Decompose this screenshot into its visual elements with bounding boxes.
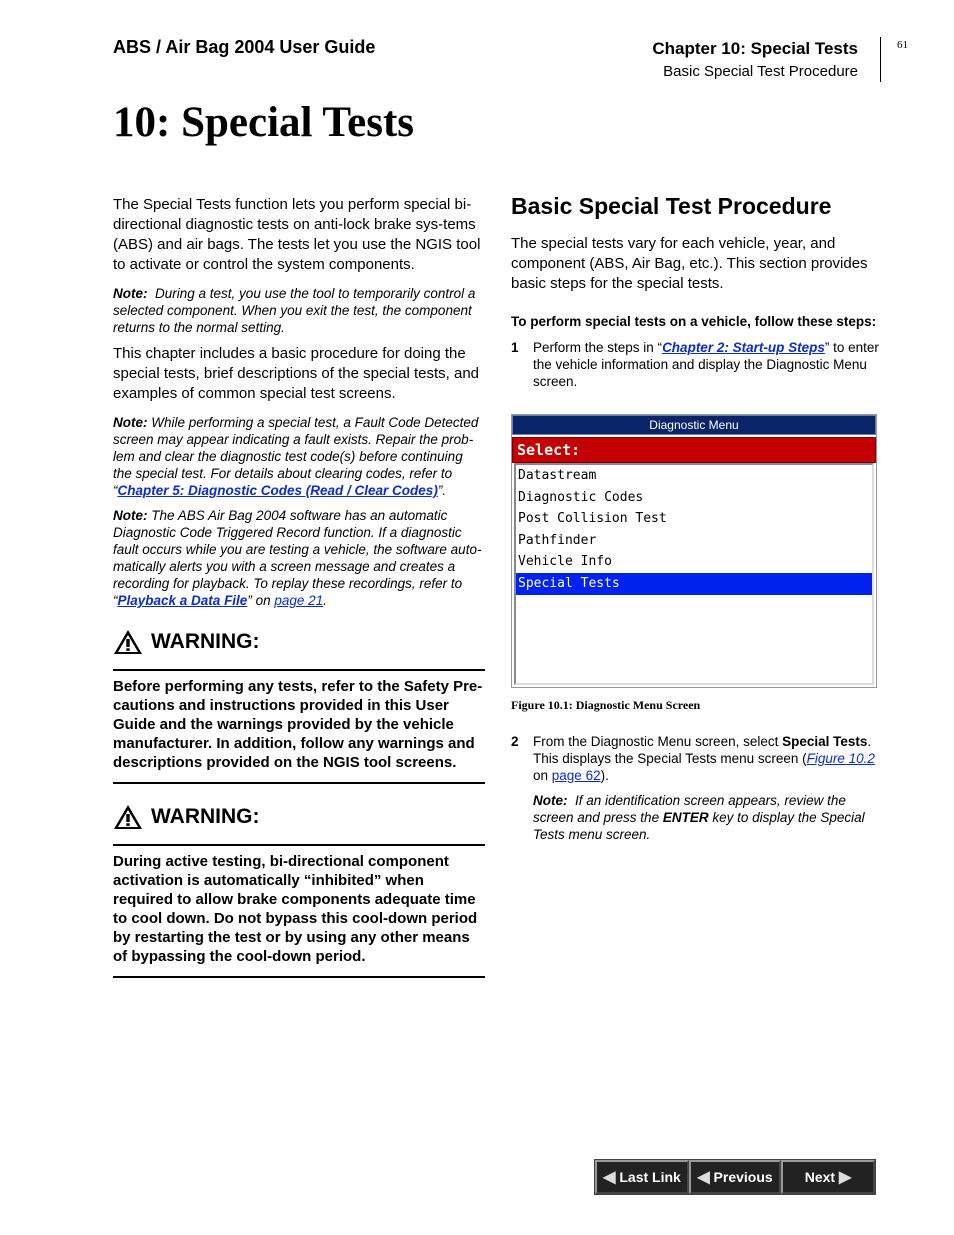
- warning-heading-1: [113, 629, 485, 655]
- note-text: While performing a special test, a Fault Code Detected screen may appear indicating a fault exists. Repair the prob-lem and clear the diagnostic test code(s) before continuing the special test. For details about clearing codes, refer to “: [113, 415, 479, 498]
- warning-text-2: During active testing, bi-directional component activation is automatically “inhibited” when required to allow brake components adequate time to cool down. Do not bypass this cool-down period by restarting the test or by using any other means of bypassing the cool-down period.: [113, 853, 478, 965]
- screen-title-bar: Diagnostic Menu: [512, 415, 876, 435]
- note-label: Note:: [113, 415, 148, 430]
- right-column: [511, 193, 881, 851]
- link-chapter-2[interactable]: Chapter 2: Start-up Steps: [662, 340, 825, 355]
- intro-paragraph: The Special Tests function lets you perform special bi-directional diagnostic tests on anti-lock brake sys-tems (ABS) and air bags. The tests let you use the NGIS tool to activate or control the system components.: [113, 196, 481, 273]
- link-chapter-5[interactable]: Chapter 5: Diagnostic Codes (Read / Clear Codes): [117, 483, 438, 498]
- note-fault-code: Note: While performing a special test, a Fault Code Detected screen may appear indicating a fault exists. Repair the prob-lem and clear the diagnostic test code(s) before continuing the special test. For details about clearing codes, refer to “Chapter 5: Diagnostic Codes (Read / Clear Codes)”.: [113, 415, 479, 498]
- step-number: 2: [511, 734, 519, 749]
- screen-select-bar: Select:: [512, 437, 876, 463]
- left-column: [113, 195, 485, 978]
- link-page-21[interactable]: page 21: [274, 593, 324, 608]
- running-header: [652, 39, 858, 80]
- note-text: Note: If an identification screen appears, review the screen and press the ENTER key to display the Special Tests menu screen.: [533, 793, 865, 842]
- chapter-title: Chapter 10: Special Tests: [652, 39, 858, 58]
- header-divider: [880, 37, 881, 82]
- divider: [113, 976, 485, 978]
- warning-label: WARNING:: [151, 630, 260, 653]
- step-1: [511, 339, 881, 390]
- link-playback-data-file[interactable]: Playback a Data File: [117, 593, 248, 608]
- section-heading: Basic Special Test Procedure: [511, 193, 832, 219]
- step-2-note: [511, 792, 881, 843]
- menu-item-post-collision-test: Post Collision Test: [518, 511, 667, 527]
- page-title: 10: Special Tests: [113, 99, 415, 146]
- note-auto-record: Note: The ABS Air Bag 2004 software has an automatic Diagnostic Code Triggered Record function. If a diagnostic fault occurs while you are testing a vehicle, the software auto-matically alerts you with a screen message and creates a recording for playback. To replay these recordings, refer to “Playback a Data File” on page 21.: [113, 508, 482, 608]
- note-label: Note:: [113, 286, 148, 301]
- warning-icon: [113, 804, 143, 830]
- warning-heading-2: [113, 804, 485, 830]
- step-text: From the Diagnostic Menu screen, select Special Tests. This displays the Special Tests menu screen (Figure 10.2 on page 62).: [533, 734, 875, 783]
- book-title: ABS / Air Bag 2004 User Guide: [113, 37, 376, 57]
- procedure-intro: The special tests vary for each vehicle, year, and component (ABS, Air Bag, etc.). This section provides basic steps for the special tests.: [511, 235, 868, 292]
- back-arrow-icon: ◀: [603, 1169, 616, 1186]
- warning-icon: [113, 629, 143, 655]
- note-label: Note:: [113, 508, 148, 523]
- note-label: Note:: [533, 793, 568, 808]
- section-title: Basic Special Test Procedure: [663, 63, 858, 80]
- link-figure-10-2[interactable]: Figure 10.2: [806, 751, 875, 766]
- steps-intro: To perform special tests on a vehicle, follow these steps:: [511, 314, 877, 329]
- step-text: Perform the steps in “Chapter 2: Start-up Steps” to enter the vehicle information and display the Diagnostic Menu screen.: [533, 340, 879, 389]
- diagnostic-menu-screenshot: [511, 414, 877, 688]
- warning-label: WARNING:: [151, 805, 260, 828]
- step-number: 1: [511, 340, 519, 355]
- note-text: During a test, you use the tool to temporarily control a selected component. When you exit the test, the component returns to the normal setting.: [113, 286, 476, 335]
- divider: [113, 782, 485, 784]
- menu-item-datastream: Datastream: [518, 468, 597, 483]
- warning-text-1: Before performing any tests, refer to the Safety Pre-cautions and instructions provided in this User Guide and the warnings provided by the vehicle manufacturer. In addition, follow any warnings and descriptions provided on the NGIS tool screens.: [113, 678, 483, 771]
- menu-item-special-tests: Special Tests: [516, 573, 872, 595]
- step-2: [511, 733, 881, 784]
- menu-item-pathfinder: Pathfinder: [518, 532, 597, 548]
- previous-button[interactable]: ◀ Previous: [689, 1160, 781, 1194]
- menu-item-vehicle-info: Vehicle Info: [518, 554, 612, 570]
- right-arrow-icon: ▶: [838, 1169, 852, 1186]
- left-arrow-icon: ◀: [697, 1169, 710, 1186]
- screen-menu-list: [514, 463, 874, 685]
- menu-item-diagnostic-codes: Diagnostic Codes: [518, 489, 644, 505]
- note-temporary-control: [113, 285, 485, 336]
- last-link-button[interactable]: ◀ Last Link: [595, 1160, 689, 1194]
- note-text: The ABS Air Bag 2004 software has an automatic Diagnostic Code Triggered Record function. If a diagnostic fault occurs while you are testing a vehicle, the software auto-matically alerts you with a screen message and creates a recording for playback. To replay these recordings, refer to “: [113, 508, 482, 608]
- page-navigation: [594, 1159, 876, 1195]
- chapter-summary-paragraph: This chapter includes a basic procedure for doing the special tests, brief descriptions of the special tests, and examples of common special test screens.: [113, 345, 480, 402]
- next-button[interactable]: Next ▶: [781, 1160, 875, 1194]
- figure-caption: Figure 10.1: Diagnostic Menu Screen: [511, 698, 701, 712]
- page-number: 61: [897, 39, 908, 51]
- link-page-62[interactable]: page 62: [551, 768, 601, 783]
